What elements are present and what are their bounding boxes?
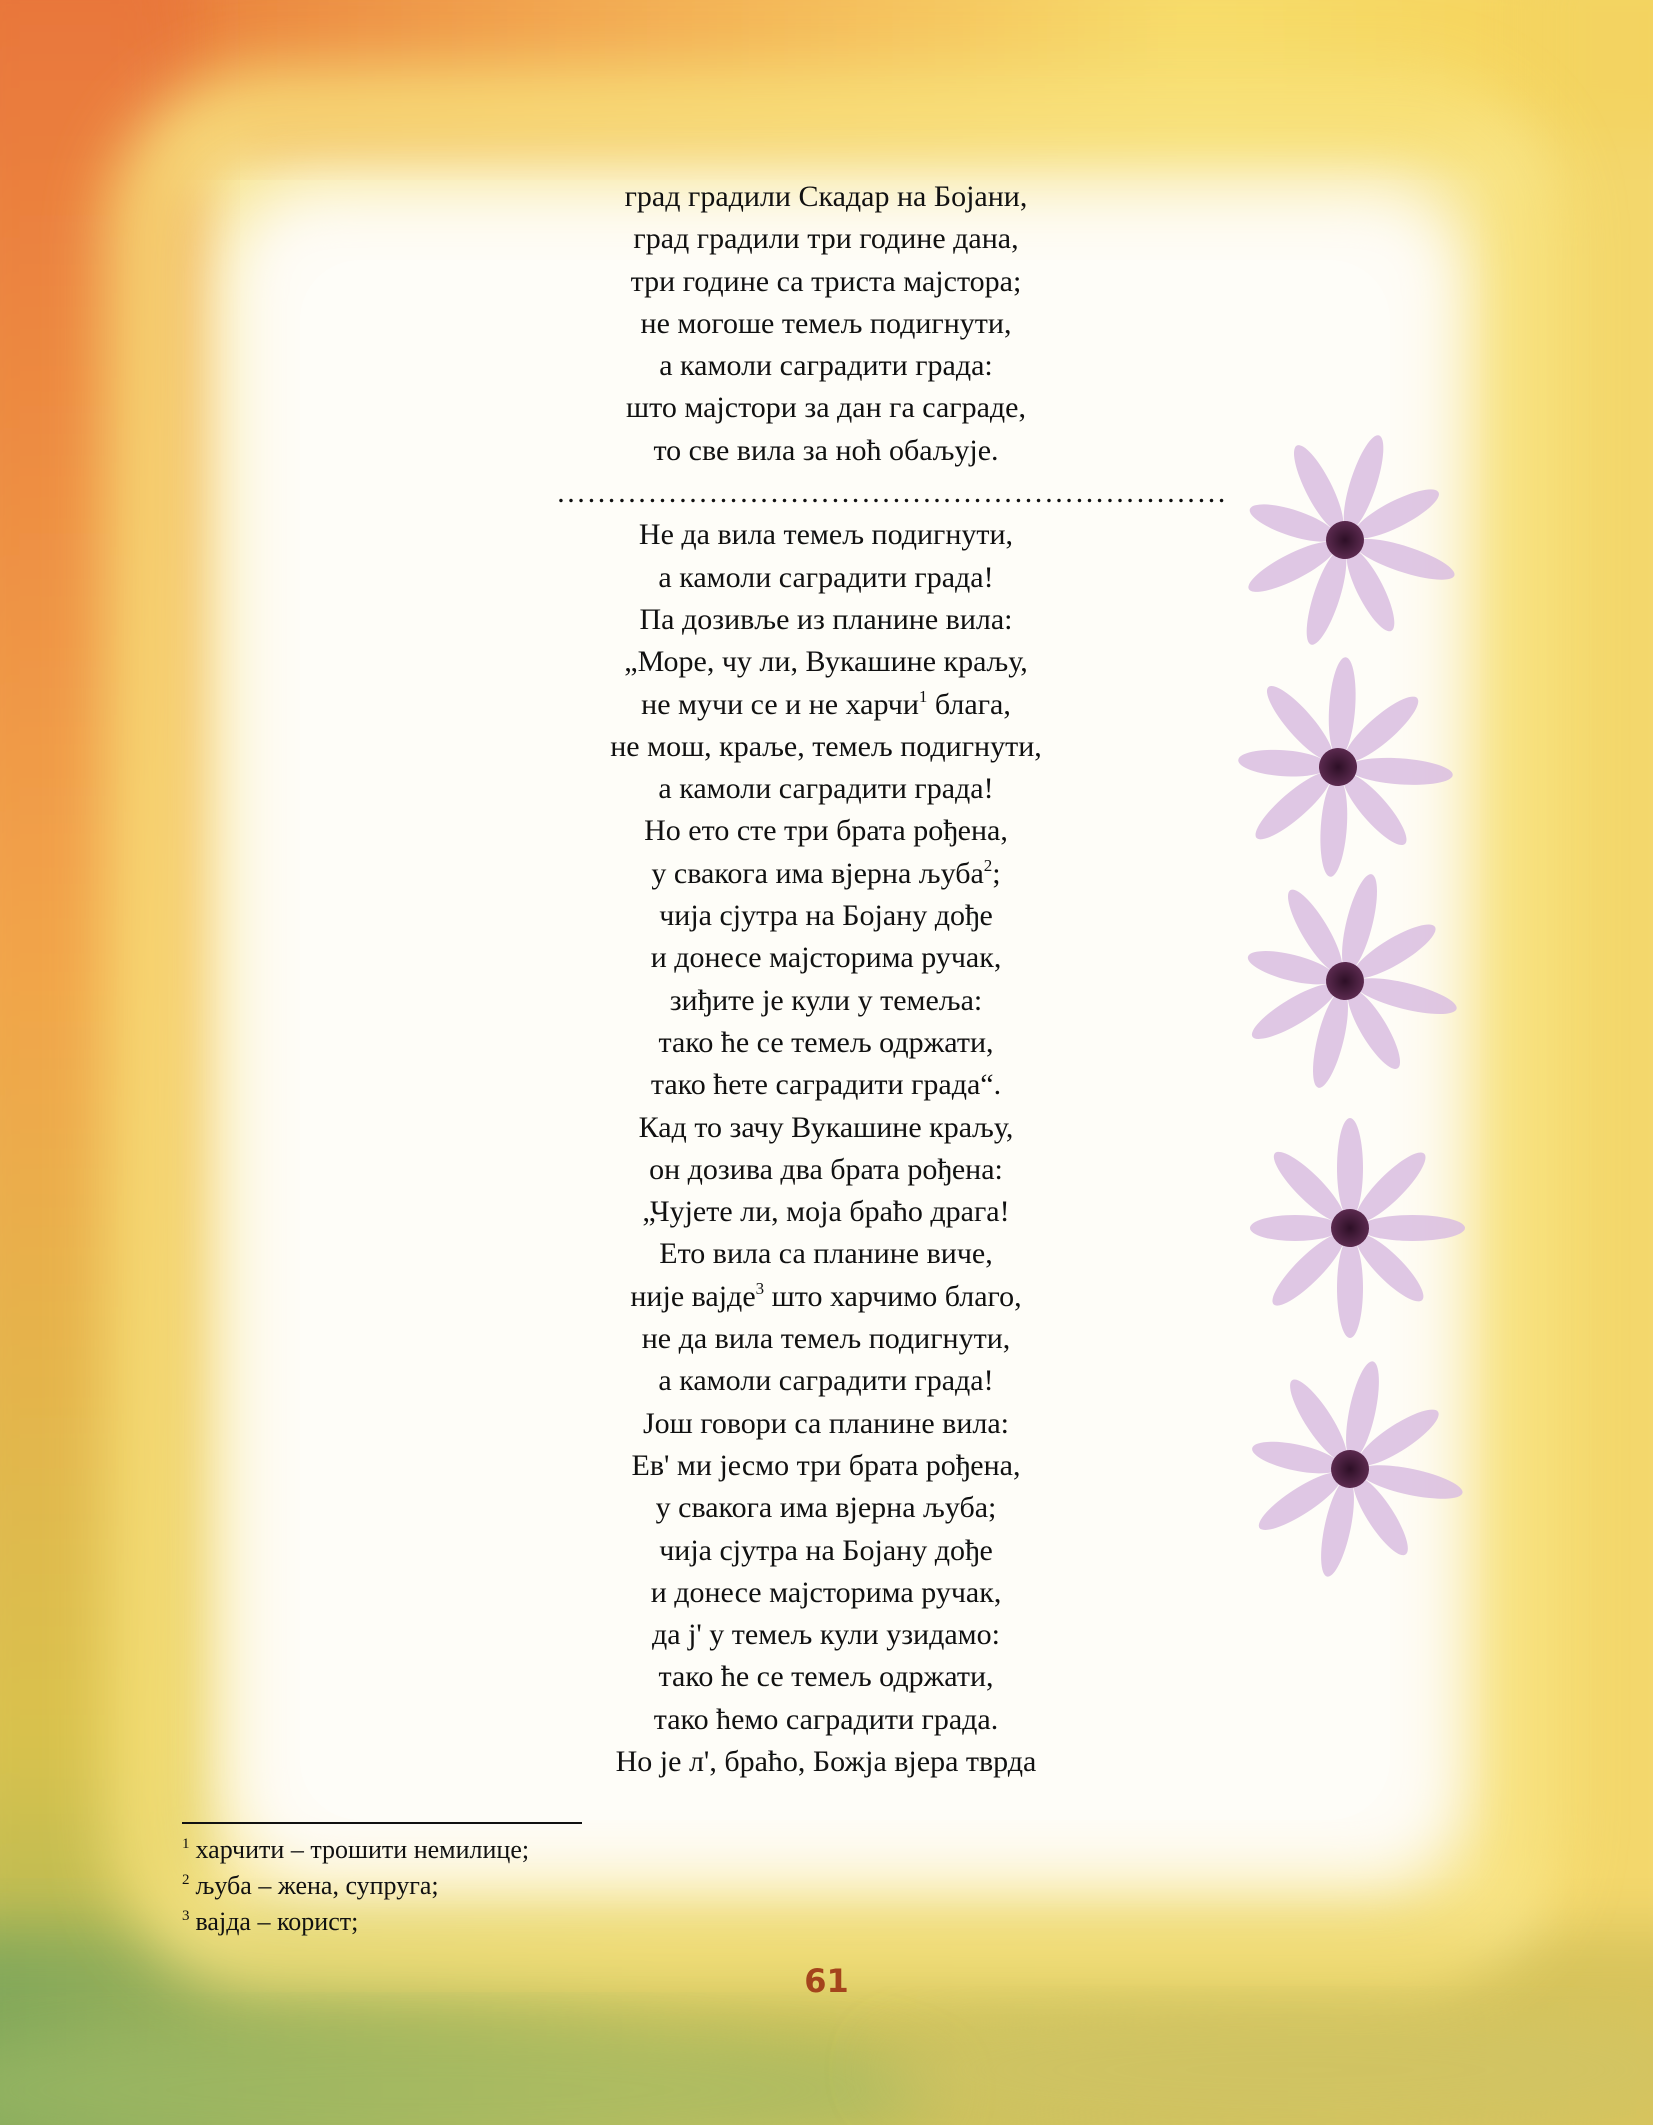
poem-line: а камоли саградити града! [658, 772, 994, 806]
poem-line: што мајстори за дан га саграде, [626, 391, 1026, 425]
footnotes [182, 1832, 782, 1940]
flower-icon [1245, 1355, 1469, 1584]
poem-line-part: што харчимо благо, [764, 1279, 1022, 1313]
flower-icon [1226, 645, 1464, 888]
poem-line: а камоли саградити града! [658, 560, 994, 594]
poem-line: и донесе мајсторима ручак, [650, 1575, 1002, 1609]
footnote-number: 1 [182, 1836, 190, 1852]
poem-line: Ев' ми јесмо три брата рођена, [631, 1448, 1021, 1482]
footnote-divider [182, 1822, 582, 1824]
poem-line: а камоли саградити града: [659, 349, 993, 383]
poem-line-with-footnote-2 [556, 853, 1096, 895]
poem-line-part: у свакога има вјерна љуба [651, 856, 984, 890]
poem-line: чија сјутра на Бојану дође [659, 1533, 993, 1567]
poem-line: а камоли саградити града! [658, 1364, 994, 1398]
poem-line: три године са триста мајстора; [630, 264, 1022, 298]
poem-line: да ј' у темељ кули узидамо: [651, 1618, 1001, 1652]
poem-line: он дозива два брата рођена: [649, 1152, 1003, 1186]
poem-line-part: не мучи се и не харчи [641, 687, 919, 721]
footnote-marker: 2 [983, 855, 993, 875]
poem-line: зиђите је кули у темеља: [669, 983, 983, 1017]
footnote-marker: 1 [918, 686, 928, 706]
footnote-text: љуба – жена, супруга; [195, 1871, 439, 1900]
poem-line: не да вила темељ подигнути, [641, 1322, 1011, 1356]
poem-line-part: није вајде [630, 1279, 756, 1313]
poem-line: Но је л', браћо, Божја вјера тврда [615, 1744, 1037, 1778]
poem-line: у свакога има вјерна љуба; [655, 1491, 997, 1525]
footnote-text: вајда – корист; [195, 1907, 359, 1936]
poem-line: тако ћете саградити града“. [650, 1068, 1002, 1102]
flower-icon [1230, 416, 1475, 665]
poem-line: „Море, чу ли, Вукашине краљу, [624, 645, 1028, 679]
footnote-number: 2 [182, 1872, 190, 1888]
poem-line: и донесе мајсторима ручак, [650, 941, 1002, 975]
footnote-item [182, 1832, 782, 1868]
poem-line: Ето вила са планине виче, [659, 1237, 993, 1271]
footnote-text: харчити – трошити немилице; [195, 1835, 530, 1864]
poem-line: тако ћемо саградити града. [653, 1702, 999, 1736]
poem-line: град градили три године дана, [633, 222, 1019, 256]
footnote-number: 3 [182, 1908, 190, 1924]
poem-line: град градили Скадар на Бојани, [624, 180, 1028, 213]
poem-line: Не да вила темељ подигнути, [638, 518, 1014, 552]
poem-line: не мош, краље, темељ подигнути, [610, 729, 1042, 763]
poem-line: тако ће се темељ одржати, [658, 1660, 994, 1694]
poem-line: чија сјутра на Бојану дође [659, 899, 993, 933]
footnote-item [182, 1904, 782, 1940]
footnote-item [182, 1868, 782, 1904]
flower-icon [1237, 864, 1468, 1100]
poem-line: Кад то зачу Вукашине краљу, [638, 1110, 1014, 1144]
poem-line: „Чујете ли, моја браћо драга! [642, 1195, 1010, 1229]
poem-line-part: ; [992, 856, 1001, 890]
poem-line: то све вила за ноћ обаљује. [653, 433, 999, 467]
poem-line-with-footnote-1 [556, 684, 1096, 726]
poem-text [556, 176, 1227, 1783]
footnote-marker: 3 [755, 1278, 765, 1298]
poem-line: Но ето сте три брата рођена, [644, 814, 1008, 848]
poem-line: тако ће се темељ одржати, [658, 1025, 994, 1059]
poem-line: Па дозивље из планине вила: [639, 602, 1013, 636]
poem-line-with-footnote-3 [556, 1276, 1096, 1318]
poem-line: не могоше темељ подигнути, [640, 306, 1012, 340]
page-number: 61 [804, 1962, 849, 2000]
poem-line-part: блага, [927, 687, 1011, 721]
flower-icon [1232, 1099, 1483, 1354]
dotted-separator: ………………………………………………………… [556, 476, 1227, 510]
poem-line: Још говори са планине вила: [642, 1406, 1009, 1440]
